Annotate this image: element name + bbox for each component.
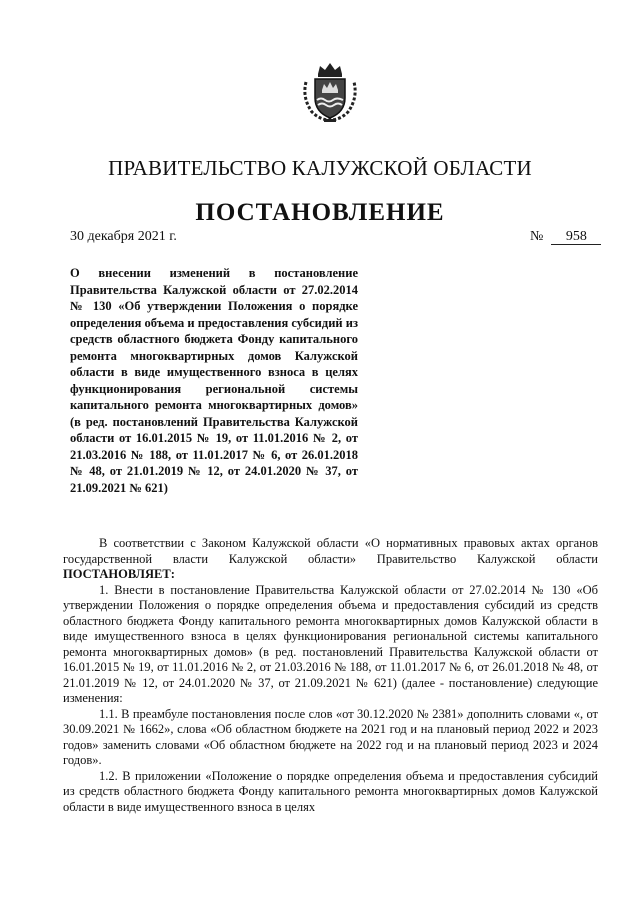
- paragraph-1-2: 1.2. В приложении «Положение о порядке определения объема и предоставления субсидий из средств областного бюджета Фонду капитального ремонта многоквартирных домов Калужской области в виде имущественного взноса в целях: [63, 768, 598, 814]
- document-type: ПОСТАНОВЛЕНИЕ: [195, 199, 445, 226]
- document-subject: О внесении изменений в постановление Правительства Калужской области от 27.02.2014 № 130 «Об утверждении Положения о порядке определения объема и предоставления субсидий из средств областного бюджета Фонду капитального ремонта многоквартирных домов Калужской области в виде имущественного взноса в целях функционирования региональной системы капитального ремонта многоквартирных домов» (в ред. постановлений Правительства Калужской области от 16.01.2015 № 19, от 11.01.2016 № 2, от 21.03.2016 № 188, от 11.01.2017 № 6, от 26.01.2018 № 48, от 21.01.2019 № 12, от 24.01.2020 № 37, от 21.09.2021 № 621): [70, 266, 358, 495]
- document-number: [530, 229, 601, 245]
- coat-of-arms-icon: [298, 60, 362, 124]
- document-date: 30 декабря 2021 г.: [70, 229, 177, 244]
- number-value: 958: [551, 230, 601, 245]
- paragraph-1-1: 1.1. В преамбуле постановления после слов «от 30.12.2020 № 2381» дополнить словами «, от 30.09.2021 № 1662», слова «Об областном бюджете на 2021 год и на плановый период 2022 и 2023 годов» заменить словами «Об областном бюджете на 2022 год и на плановый период 2023 и 2024 годов».: [63, 706, 598, 767]
- number-label: №: [530, 229, 544, 244]
- paragraph-1: 1. Внести в постановление Правительства Калужской области от 27.02.2014 № 130 «Об утверждении Положения о порядке определения объема и предоставления субсидий из средств областного бюджета Фонду капитального ремонта многоквартирных домов Калужской области в виде имущественного взноса в целях функционирования региональной системы капитального ремонта многоквартирных домов» (в ред. постановлений Правительства Калужской области от 16.01.2015 № 19, от 11.01.2016 № 2, от 21.03.2016 № 188, от 11.01.2017 № 6, от 26.01.2018 № 48, от 21.01.2019 № 12, от 24.01.2020 № 37, от 21.09.2021 № 621) (далее - постановление) следующие изменения:: [63, 582, 598, 705]
- preamble-paragraph: [63, 536, 598, 583]
- decree-word: ПОСТАНОВЛЯЕТ:: [63, 567, 175, 581]
- document-body: [63, 536, 598, 815]
- government-title: ПРАВИТЕЛЬСТВО КАЛУЖСКОЙ ОБЛАСТИ: [108, 156, 532, 180]
- preamble-text: В соответствии с Законом Калужской области «О нормативных правовых актах органов государственной власти Калужской области» Правительство Калужской области: [63, 536, 598, 566]
